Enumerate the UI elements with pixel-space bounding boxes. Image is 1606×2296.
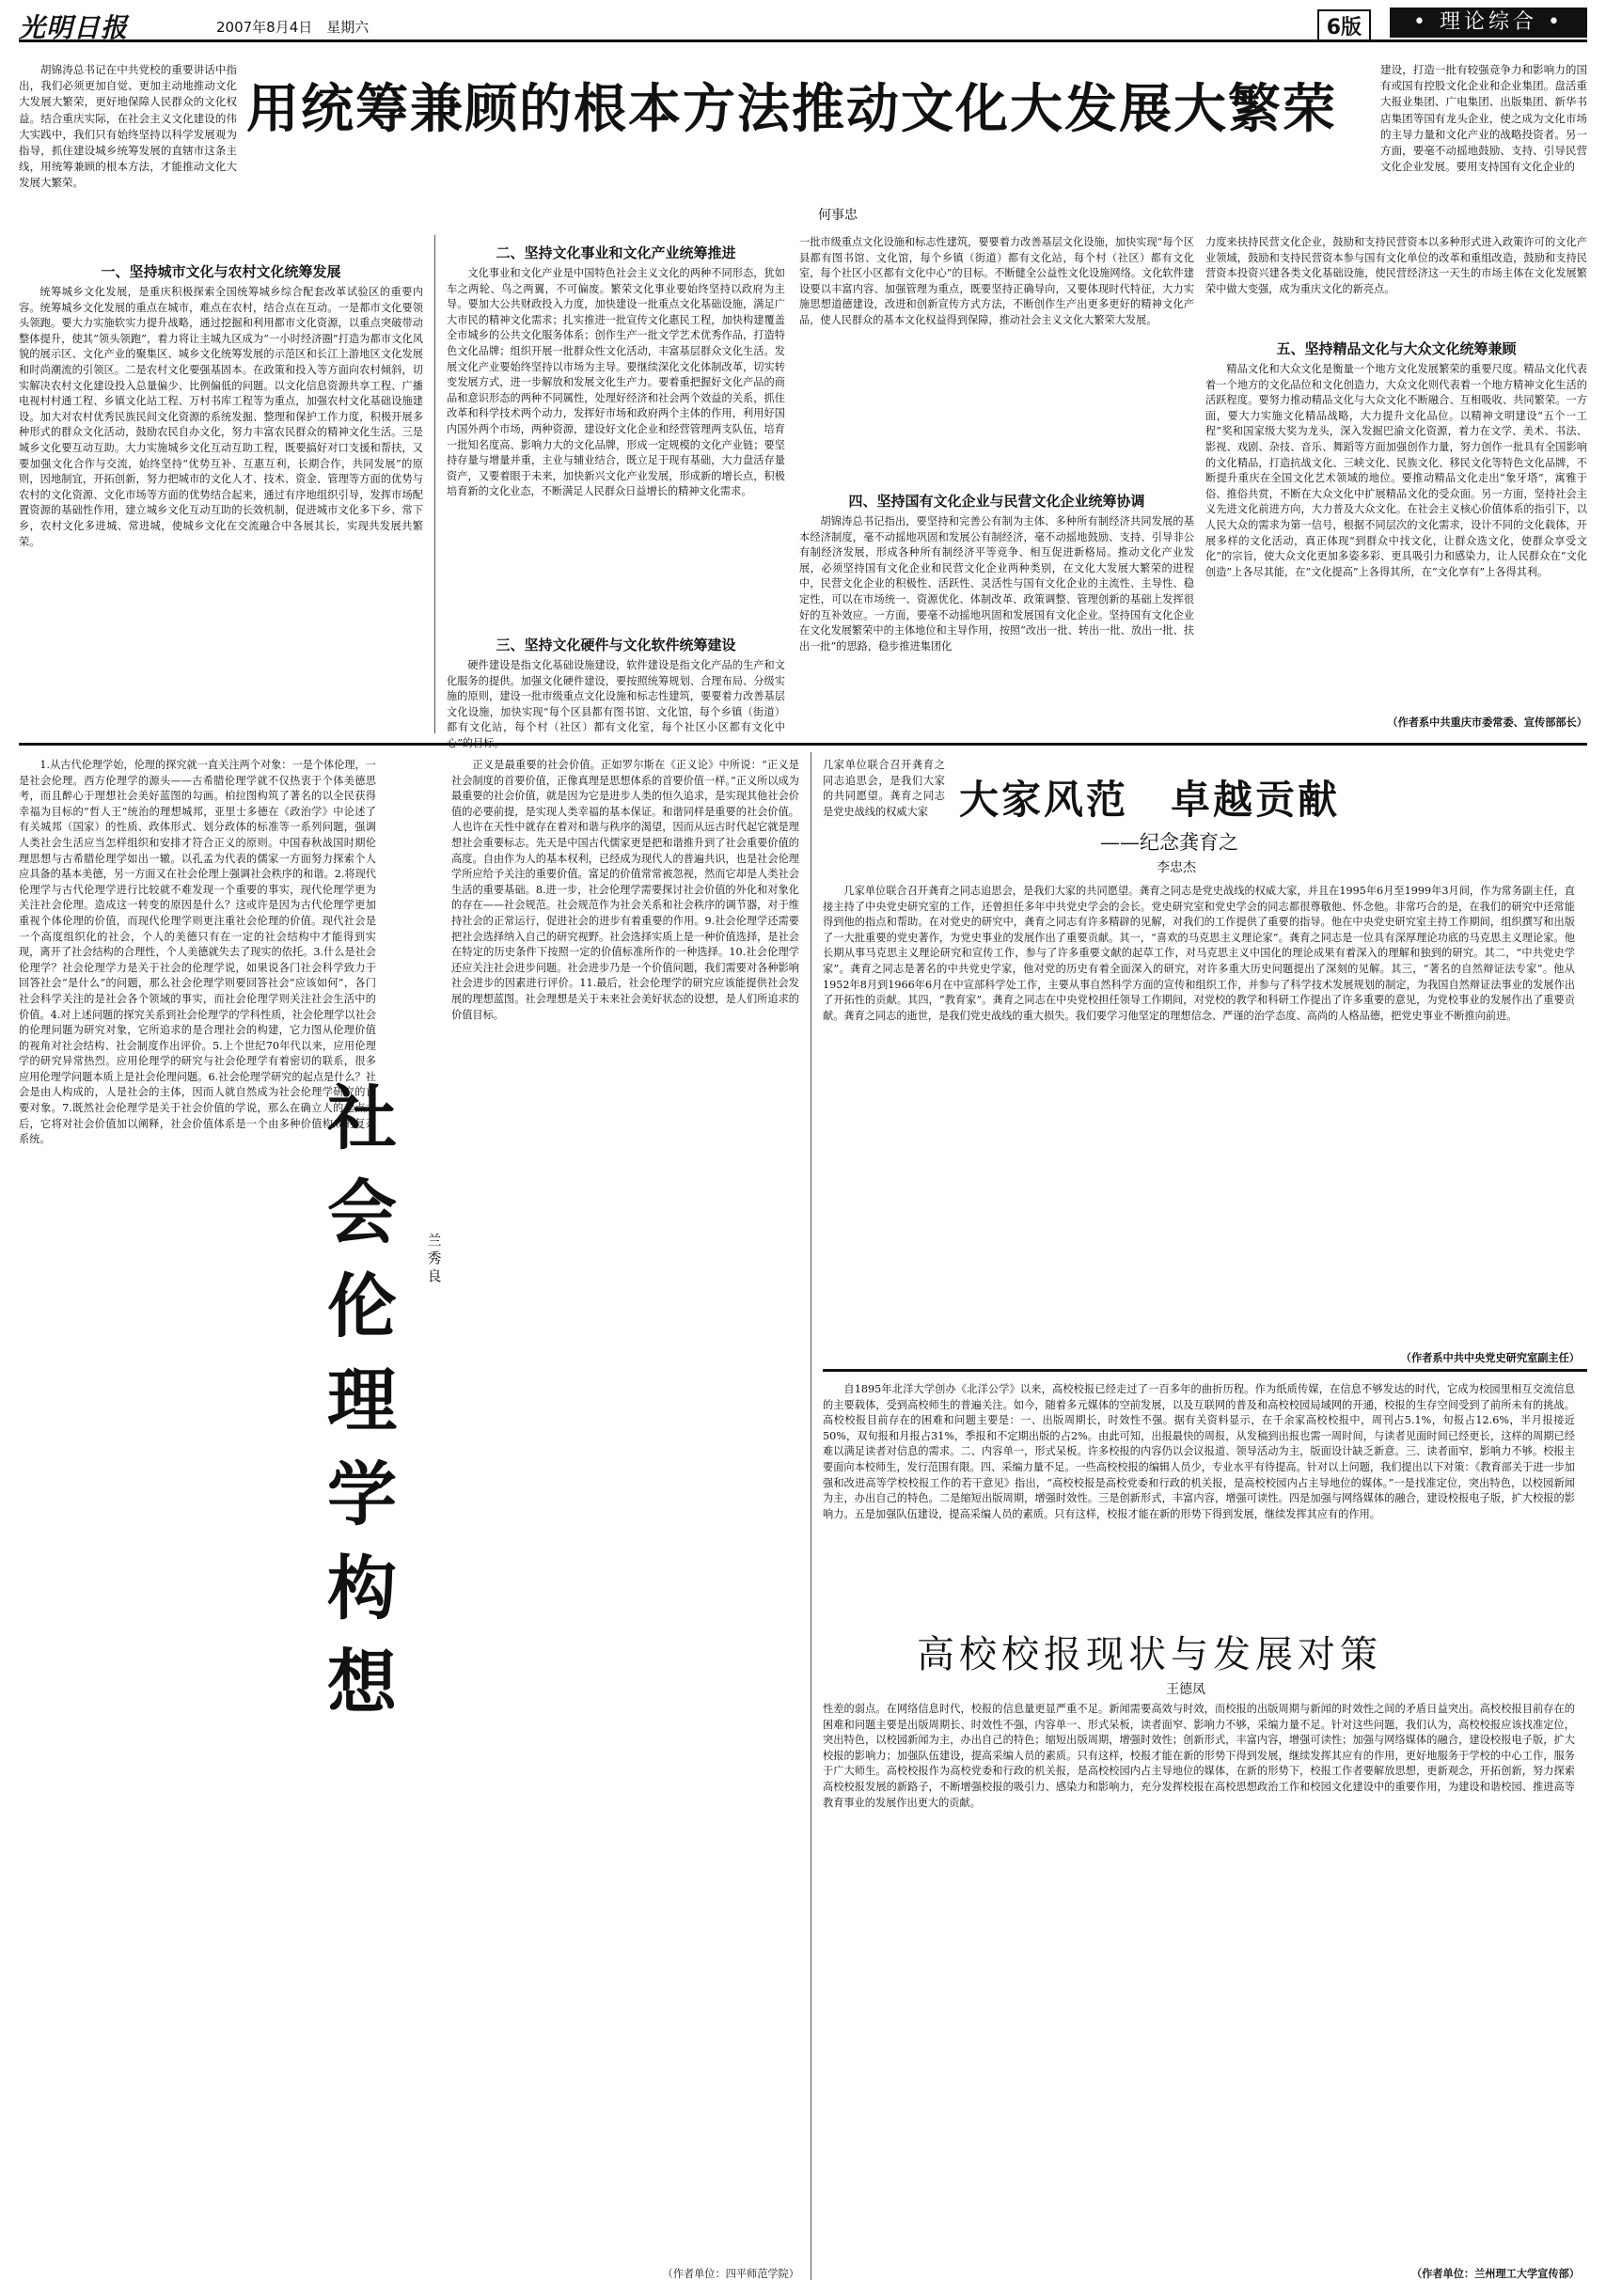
section-1-heading: 一、坚持城市文化与农村文化统筹发展 [101, 263, 341, 280]
masthead [19, 8, 1587, 42]
newspaper-logo: 光明日报 [19, 12, 129, 43]
page-number: 6版 [1317, 9, 1371, 42]
section-3-heading: 三、坚持文化硬件与文化软件统筹建设 [496, 637, 736, 653]
school-article-signature: （作者单位：兰州理工大学宣传部） [1410, 2267, 1580, 2280]
top-article-signature: （作者系中共重庆市委常委、宣传部部长） [1387, 716, 1587, 729]
ethics-article-text-2: 正义是最重要的社会价值。正如罗尔斯在《正义论》中所说：“正义是社会制度的首要价值，正像真理是思想体系的首要价值一样。”正义所以成为最重要的社会价值，就是因为它是进步人类的恒久追求，是实现其他社会价值的必要前提，是实现人类幸福的基本保证。和谐同样是重要的社会价值。人也许在天性中就存在着对和谐与秩序的渴望，因而从远古时代起它就是理想社会重要标志。先天是中国古代儒家更是把和谐推升到了社会重要价值的高度。自由作为人的基本权利，已经成为现代人的普遍共识，也是社会伦理学所应给予关注的重要价值。富足的价值常常被忽视，然而它却是人类社会生活的重要基础。8.进一步，社会伦理学需要探讨社会价值的外化和对象化的存在——社会规范。社会规范作为社会关系和社会秩序的调节器，对于维持社会的正常运行，促进社会的进步有着重要的作用。9.社会伦理学还需要把社会选择纳入自己的研究视野。社会选择实质上是一种价值选择，是社会在特定的历史条件下按照一定的价值标准所作的一种选择。10.社会伦理学还应关注社会进步问题。社会进步乃是一个价值问题，我们需要对各种影响社会进步的因素进行评价。11.最后，社会伦理学的研究应该能提供社会发展的理想蓝图。社会理想是关于未来社会美好状态的设想，是人们所追求的价值目标。 [451, 759, 799, 1021]
gong-article-text: 几家单位联合召开龚育之同志追思会，是我们大家的共同愿望。龚育之同志是党史战线的权威大家，并且在1995年6月至1999年3月间，作为常务副主任，直接主持了中央党史研究室的工作，还曾担任多年中共党史学会的会长。党史研究室和党史学会的同志都很尊敬他、怀念他。非常巧合的是，在我们的研究中还常能得到他的指点和帮助。在对党史的研究中，龚育之同志有许多精辟的见解，对我们的工作提供了重要的指导。他在中央党史研究室主持工作期间，组织撰写和出版了一大批重要的党史著作，为党史事业的发展作出了重要贡献。其一，“喜欢的马克思主义理论家”。龚育之同志是一位具有深厚理论功底的马克思主义理论家。他长期从事马克思主义理论研究和宣传工作，参与了许多重要文献的起草工作，对马克思主义中国化的理论成果有着深入的理解和独到的研究。其二，“中共党史学家”。龚育之同志是著名的中共党史学家，他对党的历史有着全面深入的研究，对许多重大历史问题提出了深刻的见解。其三，“著名的自然辩证法专家”。他从1952年8月到1966年6月在中宣部科学处工作，主要从事自然科学方面的宣传和组织工作，并参与了科学技术发展规划的制定，为我国自然辩证法事业的发展作出了开拓性的贡献。其四，“教育家”。龚育之同志在中央党校担任领导工作期间，对党校的教学和科研工作提出了许多重要的意见，为党校事业的发展作出了重要贡献。龚育之同志的逝世，是我们党史战线的重大损失。我们要学习他坚定的理想信念、严谨的治学态度、高尚的人格品德，把党史事业不断推向前进。 [823, 885, 1575, 1022]
issue-date: 2007年8月4日 星期六 [216, 19, 370, 36]
school-article-text: 自1895年北洋大学创办《北洋公学》以来，高校校报已经走过了一百多年的曲折历程。作为纸质传媒，在信息不够发达的时代，它成为校园里相互交流信息的主要载体，受到高校师生的普遍关注。如今，随着多元媒体的空前发展，以及互联网的普及和高校校园局域网的开通，校报的生存空间受到了前所未有的挑战。高校校报目前存在的困难和问题主要是：一、出版周期长，时效性不强。据有关资料显示，在千余家高校校报中，周刊占5.1%，旬报占12.6%，半月报接近50%，双旬报和月报占31%，季报和不定期出版的占2%。由此可知，出报最快的周报，从发稿到出报也需一周时间，与读者见面时间已经更长，这样的周期已经难以满足读者对信息的需求。二、内容单一，形式呆板。许多校报的内容仍以会议报道、领导活动为主，版面设计缺乏新意。三、读者面窄，影响力不够。校报主要面向本校师生，发行范围有限。四、采编力量不足。一些高校校报的编辑人员少，专业水平有待提高。针对以上问题，我们提出以下对策：《教育部关于进一步加强和改进高等学校校报工作的若干意见》指出，“高校校报是高校党委和行政的机关报，是高校校园内占主导地位的媒体。”一是找准定位，突出特色，以校园新闻为主，办出自己的特色。二是缩短出版周期，增强时效性。三是创新形式，丰富内容，增强可读性。四是加强与网络媒体的融合，建设校报电子版，扩大校报的影响力。五是加强队伍建设，提高采编人员的素质。只有这样，校报才能在新的形势下得到发展，继续发挥其应有的作用。 [823, 1383, 1575, 1520]
column-rule [434, 235, 435, 733]
section-name: • 理论综合 • [1390, 8, 1587, 38]
school-article-title: 高校校报现状与发展对策 [917, 1633, 1382, 1676]
gong-article-lead: 几家单位联合召开龚育之同志追思会，是我们大家的共同愿望。龚育之同志是党史战线的权威大家 [823, 759, 945, 818]
school-article-text-lower: 性差的弱点。在网络信息时代，校报的信息量更显严重不足。新闻需要高效与时效，而校报的出版周期与新闻的时效性之间的矛盾日益突出。高校校报目前存在的困难和问题主要是出版周期长、时效性不强，内容单一、形式呆板，读者面窄、影响力不够，采编力量不足。针对这些问题，我们认为，高校校报应该找准定位，突出特色，以校园新闻为主，办出自己的特色；缩短出版周期，增强时效性；创新形式，丰富内容，增强可读性；加强与网络媒体的融合，建设校报电子版，扩大校报的影响力；加强队伍建设，提高采编人员的素质。只有这样，校报才能在新的形势下得到发展，继续发挥其应有的作用，更好地服务于学校的中心工作，服务于广大师生。高校校报作为高校党委和行政的机关报，是高校校园内占主导地位的媒体，在新的形势下，校报工作者要解放思想，更新观念，开拓创新，努力探索高校校报发展的新路子，不断增强校报的吸引力、感染力和影响力，充分发挥校报在高校思想政治工作和校园文化建设中的重要作用，为建设和谐校园、推进高等教育事业的发展作出更大的贡献。 [823, 1703, 1575, 1809]
section-divider [19, 743, 1587, 746]
ethics-article-signature: （作者单位：四平师范学院） [662, 2268, 799, 2280]
section-4-text-continued: 力度来扶持民营文化企业，鼓励和支持民营资本以多种形式进入政策许可的文化产业领域，鼓励和支持民营资本参与国有文化单位的改革和重组改造，鼓励和支持民营资本投资兴建各类文化基础设施，使民营经济这一天生的市场主体在文化发展繁荣中做大变强，成为重庆文化的新亮点。 [1205, 236, 1587, 295]
section-2-heading: 二、坚持文化事业和文化产业统筹推进 [496, 244, 736, 261]
ethics-article-text: 1.从古代伦理学始，伦理的探究就一直关注两个对象：一是个体伦理，一是社会伦理。西方伦理学的源头——古希腊伦理学就不仅热衷于个体美德思考，而且醉心于理想社会美好蓝图的勾画。柏拉图构筑了著名的以全民获得幸福为目标的“哲人王”统治的理想城邦，亚里士多德在《政治学》中论述了有关城邦（国家）的性质、政体形式、划分政体的标准等一系列问题，强调人类社会生活应当怎样组织和安排才符合正义的原则。中国春秋战国时期伦理思想与古希腊伦理学如出一辙。以孔孟为代表的儒家一方面努力探索个人应具备的基本美德，另一方面又在社会伦理上强调社会秩序的和谐。2.将现代伦理学与古代伦理学进行比较就不难发现一个重要的事实，现代伦理学更为关注社会伦理。造成这一转变的原因是什么？这或许是因为古代伦理学更加重视个体伦理的价值，而现代伦理学则更注重社会伦理的价值。现代社会是一个高度组织化的社会，个人的美德只有在一定的社会结构中才能得到实现，离开了社会结构的合理性，个人美德就失去了现实的依托。3.什么是社会伦理学？社会伦理学力是关于社会的伦理学说，如果说各门社会科学致力于回答社会“是什么”的问题，那么社会伦理学则要回答社会“应该如何”，各门社会科学关注的是社会各个领域的事实，而社会伦理学则关注社会生活中的价值。4.对上述问题的探究关系到社会伦理学的学科性质，社会伦理学以社会的伦理问题为研究对象，它所追求的是合理社会的构建，它力图从伦理价值的视角对社会结构、社会制度作出评价。5.上个世纪70年代以来，应用伦理学的研究异常热烈。应用伦理学的研究与社会伦理学有着密切的联系，很多应用伦理学问题本质上是社会伦理问题。6.社会伦理学研究的起点是什么？社会是由人构成的，人是社会的主体，因而人就自然成为社会伦理学研究的首要对象。7.既然社会伦理学是关于社会价值的学说，那么在确立人的起点之后，它将对社会价值加以阐释，社会价值体系是一个由多种价值构成的复杂系统。 [19, 759, 376, 1146]
top-lead: 胡锦涛总书记在中共党校的重要讲话中指出，我们必须更加自觉、更加主动地推动文化大发展大繁荣，更好地保障人民群众的文化权益。结合重庆实际，在社会主义文化建设的伟大实践中，我们只有始终坚持以科学发展观为指导，抓住建设城乡统筹发展的直辖市这条主线，用统筹兼顾的根本方法，才能推动文化大发展大繁荣。 [19, 63, 237, 190]
section-2-text: 文化事业和文化产业是中国特色社会主义文化的两种不同形态，犹如车之两轮、鸟之两翼，不可偏废。繁荣文化事业要始终坚持以政府为主导。要加大公共财政投入力度，加快建设一批重点文化基础设施，满足广大市民的精神文化需求；扎实推进一批宣传文化惠民工程，加快构建覆盖全市城乡的公共文化服务体系；创作生产一批文学艺术优秀作品，打造特色文化品牌；组织开展一批群众性文化活动，丰富基层群众文化生活。发展文化产业要始终坚持以市场为主导。要继续深化文化体制改革，切实转变发展方式，进一步解放和发展文化生产力。要着重把握好文化产品的商品和意识形态的两种不同属性，处理好经济和社会两个效益的关系，抓住改革和科学技术两个动力，发挥好市场和政府两个主体的作用，利用好国内国外两个市场，两种资源，建设好文化企业和经营管理两支队伍，培育一批知名度高、影响力大的文化品牌，形成一定规模的文化产业链；要坚持存量与增量并重，主业与辅业结合，既立足于现有基础，大力盘活存量资产，又要着眼于未来，加快新兴文化产业发展，形成新的增长点，积极培育新的文化业态，不断满足人民群众日益增长的精神文化需求。 [447, 267, 785, 498]
gong-article-signature: （作者系中共中央党史研究室副主任） [1400, 1351, 1580, 1364]
gong-article-author: 李忠杰 [1157, 860, 1196, 875]
ethics-article-author: 兰 秀 良 [427, 1232, 442, 1284]
school-article-author: 王德凤 [1166, 1682, 1205, 1697]
top-article-title: 用统筹兼顾的根本方法推动文化大发展大繁荣 [246, 78, 1337, 140]
section-divider [823, 1369, 1587, 1372]
gong-article-subtitle: ——纪念龚育之 [1100, 831, 1238, 854]
section-4-heading: 四、坚持国有文化企业与民营文化企业统筹协调 [848, 493, 1145, 510]
section-1-text: 统筹城乡文化发展，是重庆积极探索全国统筹城乡综合配套改革试验区的重要内容。统筹城乡文化发展的重点在城市，难点在农村，结合点在互动。一是都市文化要领头领跑。要大力实施软实力提升战略，通过挖掘和利用都市文化资源，以重点突破带动整体提升，使其“领头领跑”，着力将让主城九区成为“一小时经济圈”打造为都市文化风貌的展示区、文化产业的聚集区、城乡文化统筹发展的示范区和长江上游地区文化发展和时尚潮流的引领区。二是农村文化要强基固本。在政策和投入等方面向农村倾斜，切实解决农村文化建设投入总量偏少、比例偏低的问题。以文化信息资源共享工程、广播电视村村通工程、乡镇文化站工程、万村书库工程等为重点，加强农村文化基础设施建设。加大对农村优秀民族民间文化资源的系统发掘、整理和保护工作力度，积极开展多种形式的群众文化活动，鼓励农民自办文化，努力丰富农民群众的精神文化生活。三是城乡文化要互动互助。大力实施城乡文化互动互助工程，既要搞好对口支援和帮扶，又要加强文化合作与交流，始终坚持“优势互补、互惠互利，长期合作，共同发展”的原则，因地制宜，开拓创新，努力把城市的文化人才、技术、资金、管理等方面的优势与农村的文化资源、文化市场等方面的优势结合起来，通过有序地组织引导，发挥市场配置资源的基础性作用，建立城乡文化互动互助的长效机制，促进城市文化多下乡、常下乡，农村文化多进城、常进城，使城乡文化在交流融合中各展其长，实现共发展共繁荣。 [19, 286, 423, 548]
section-5-text: 精品文化和大众文化是衡量一个地方文化发展繁荣的重要尺度。精品文化代表着一个地方的文化品位和文化创造力，大众文化则代表着一个地方精神文化生活的活跃程度。要努力推动精品文化与大众文化不断融合、互相吸收、共同繁荣。一方面，要大力实施文化精品战略，大力提升文化品位。以精神文明建设“五个一工程”奖和国家级大奖为龙头，深入发掘巴渝文化资源，着力在文学、美术、书法、影视、戏剧、杂技、音乐、舞蹈等方面加强创作力量，努力创作一批具有全国影响的文化精品，打造抗战文化、三峡文化、民族文化、移民文化等特色文化品牌，不断提升重庆在全国文化艺术领域的地位。要推动精品文化走出“象牙塔”，寓雅于俗、推俗共赏，不断在大众文化中扩展精品文化的受众面。另一方面，坚持社会主义先进文化前进方向，大力普及大众文化。在社会主义核心价值体系的指引下，以人民大众的需求为第一信号，根据不同层次的文化需求，设计不同的文化载体，开展多样的文化活动，真正体现“到群众中找文化，让群众选文化，使群众享受文化”的宗旨，使大众文化更加多姿多彩、更具吸引力和感染力，让人民群众在“文化创造”上各尽其能，在“文化提高”上各得其所，在“文化享有”上各得其利。 [1205, 363, 1587, 578]
section-4-text: 胡锦涛总书记指出，要坚持和完善公有制为主体、多种所有制经济共同发展的基本经济制度，毫不动摇地巩固和发展公有制经济，毫不动摇地鼓励、支持、引导非公有制经济发展，形成各种所有制经济平等竞争、相互促进新格局。推动文化产业发展，必须坚持国有文化企业和民营文化企业两种类别，在文化大发展大繁荣的进程中，民营文化企业的积极性、活跃性、灵活性与国有文化企业的主流性、主导性、稳定性，可以在市场统一、资源优化、体制改革、政策调整、管理创新的基础上发挥很好的互补效应。一方面，要毫不动摇地巩固和发展国有文化企业。坚持国有文化企业在文化发展繁荣中的主体地位和主导作用，按照“改出一批、转出一批、放出一批、扶出一批”的思路，稳步推进集团化 [799, 515, 1194, 653]
section-5-heading: 五、坚持精品文化与大众文化统筹兼顾 [1276, 340, 1517, 357]
gong-article-title: 大家风范 卓越贡献 [959, 777, 1341, 823]
ethics-article-title: 社 会 伦 理 学 构 想 [327, 1078, 397, 1723]
section-3-text: 硬件建设是指文化基础设施建设，软件建设是指文化产品的生产和文化服务的提供。加强文化硬件建设，要按照统筹规划、合理布局、分级实施的原则，建设一批市级重点文化设施和标志性建筑，要要着力改善基层文化设施，加快实现“每个区县都有图书馆、文化馆，每个乡镇（街道）都有文化站，每个村（社区）都有文化室，每个社区小区都有文化中 [447, 659, 785, 734]
top-right-lead: 建设，打造一批有较强竞争力和影响力的国有或国有控股文化企业和企业集团。盘活重大报业集团、广电集团、出版集团、新华书店集团等国有龙头企业，使之成为文化市场的主导力量和文化产业的战略投资者。另一方面，要毫不动摇地鼓励、支持、引导民营文化企业发展。要用支持国有文化企业的 [1380, 63, 1587, 174]
section-3-text-continued: 一批市级重点文化设施和标志性建筑，要要着力改善基层文化设施，加快实现“每个区县都有图书馆、文化馆，每个乡镇（街道）都有文化站，每个村（社区）都有文化室，每个社区小区都有文化中心”的目标。不断健全公益性文化设施网络。文化软件建设要以丰富内容、加强管理为重点，既要坚持正确导向，又要体现时代特征，大力实施思想道德建设，改进和创新宣传方式方法，不断创作生产出更多更好的精神文化产品，使人民群众的基本文化权益得到保障，推动社会主义文化大繁荣大发展。 [799, 236, 1194, 326]
top-article-author: 何事忠 [818, 208, 858, 223]
